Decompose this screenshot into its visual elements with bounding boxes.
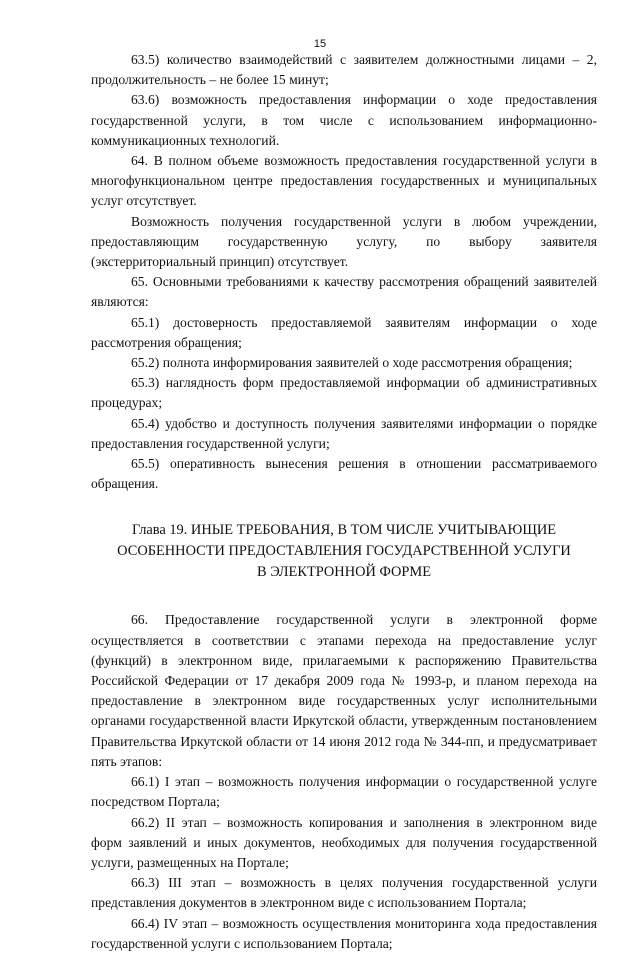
chapter-heading-line: ОСОБЕННОСТИ ПРЕДОСТАВЛЕНИЯ ГОСУДАРСТВЕННОЙ УСЛУГИ <box>117 543 571 560</box>
paragraph-extraterritorial: Возможность получения государственной услуги в любом учреждении, предоставляющим государственную услугу, по выбору заявителя (экстерриториальный принцип) отсутствует. <box>91 213 597 270</box>
paragraph-63-6: 63.6) возможность предоставления информации о ходе предоставления государственной услуги, в том числе с использованием информационно-коммуникационных технологий. <box>91 92 597 148</box>
paragraph-65: 65. Основными требованиями к качеству рассмотрения обращений заявителей являются: <box>91 274 597 310</box>
paragraph-63-5: 63.5) количество взаимодействий с заявителем должностными лицами – 2, продолжительность – не более 15 минут; <box>91 52 597 88</box>
chapter-heading-line: В ЭЛЕКТРОННОЙ ФОРМЕ <box>257 564 431 581</box>
chapter-heading-line: Глава 19. ИНЫЕ ТРЕБОВАНИЯ, В ТОМ ЧИСЛЕ УЧИТЫВАЮЩИЕ <box>131 522 557 539</box>
paragraph-65-5: 65.5) оперативность вынесения решения в отношении рассматриваемого обращения. <box>91 456 597 492</box>
chapter-heading <box>91 520 597 583</box>
page-content <box>91 50 597 954</box>
paragraph-65-1: 65.1) достоверность предоставляемой заявителям информации о ходе рассмотрения обращения; <box>91 314 597 350</box>
page-number: 15 <box>313 38 327 50</box>
paragraph-65-2: 65.2) полнота информирования заявителей о ходе рассмотрения обращения; <box>131 355 573 371</box>
paragraph-66-4: 66.4) IV этап – возможность осуществления мониторинга хода предоставления государственной услуги с использованием Портала; <box>91 915 597 951</box>
paragraph-65-3: 65.3) наглядность форм предоставляемой информации об административных процедурах; <box>91 375 597 411</box>
paragraph-66-2: 66.2) II этап – возможность копирования и заполнения в электронном виде форм заявлений и иных документов, необходимых для получения государственной услуги, размещенных на Портале; <box>91 814 597 870</box>
paragraph-66: 66. Предоставление государственной услуги в электронной форме осуществляется в соответствии с этапами перехода на предоставление услуг (функций) в электронном виде, прилагаемыми к распоряжению Правительства Российской Федерации от 17 декабря 2009 года № 1993-р, и планом перехода на предоставление в электронном виде государственных услуг исполнительными органами государственной власти Иркутской области, утвержденным постановлением Правительства Иркутской области от 14 июня 2012 года № 344-пп, и предусматривает пять этапов: <box>91 612 597 769</box>
paragraph-66-3: 66.3) III этап – возможность в целях получения государственной услуги представления документов в электронном виде с использованием Портала; <box>91 875 597 911</box>
paragraph-66-1: 66.1) I этап – возможность получения информации о государственной услуге посредством Портала; <box>91 774 597 810</box>
paragraph-64: 64. В полном объеме возможность предоставления государственной услуги в многофункциональном центре предоставления государственных и муниципальных услуг отсутствует. <box>91 153 597 209</box>
paragraph-65-4: 65.4) удобство и доступность получения заявителями информации о порядке предоставления государственной услуги; <box>91 415 597 451</box>
